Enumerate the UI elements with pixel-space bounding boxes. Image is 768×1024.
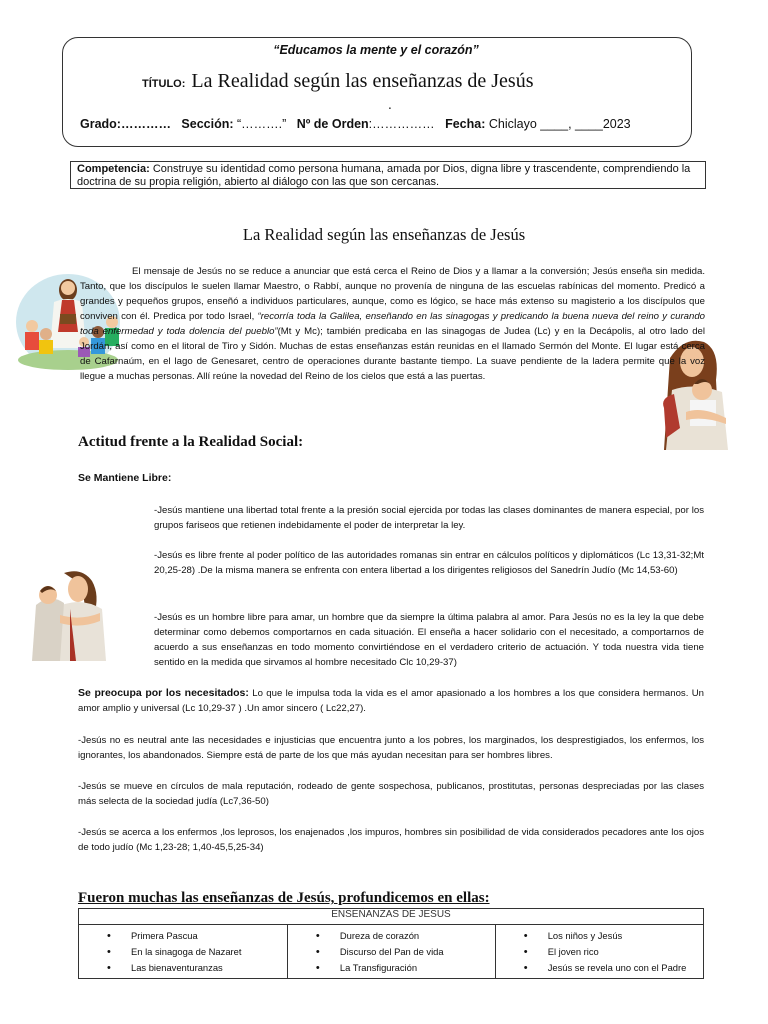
embrace-illustration [30,565,112,661]
document-title: La Realidad según las enseñanzas de Jesús [191,70,534,92]
libre-item-1: -Jesús mantiene una libertad total frente a la presión social ejercida por todas las clases dominantes de manera especial, por los grupos fariseos que retienen indebidamente el poder de interpretar la ley. [154,505,704,531]
title-row [142,70,534,93]
title-dot: . [388,98,392,112]
section-value: “……….” [237,117,287,131]
competencia-label: Competencia: [77,163,150,175]
intro-text-2: (Mt y Mc); también predicaba en las sinagogas de Judea (Lc) y en la Decápolis, al otro lado del Jordán, así como en el litoral de Tiro y Sidón. Muchas de estas enseñanzas están reunidas en el llamado Sermón del Monte. El lugar está cerca de Cafarnaúm, en el lago de Genesaret, centro de operaciones durante bastante tiempo. La suave pendiente de la ladera permite que la voz llegue a muchas personas. Allí reúne la novedad del Reino de los cielos que está a las puertas. [80,326,705,382]
intro-quote: “recorría toda la Galilea, enseñando en las sinagogas y predicando la buena nueva del reino y curando toda enfermedad y toda dolencia del pueblo” [80,311,705,337]
libre-heading: Se Mantiene Libre: [78,472,172,484]
competencia-box [70,161,706,189]
necesitados-item-1: -Jesús no es neutral ante las necesidades e injusticias que encuentra junto a los pobres, los marginados, los desprestigiados, los enfermos, los ignorantes, los abandonados. Siempre está de parte de los que más ayudan necesitan para ser hombres libres. [78,735,704,761]
necesitados-intro: Lo que le impulsa toda la vida es el amor apasionado a los hombres a los que considera hermanos. Un amor amplio y universal (Lc 10,29-37 ) .Un amor sincero ( Lc22,27). [78,688,704,714]
order-label: Nº de Orden [296,117,369,131]
competencia-text: Construye su identidad como persona humana, amada por Dios, digna libre y trascendente, comprendiendo la doctrina de su propia religión, abierto al diálogo con las que son cercanas. [77,163,691,188]
actitud-heading: Actitud frente a la Realidad Social: [78,434,304,450]
intro-text-1: El mensaje de Jesús no se reduce a anunciar que está cerca el Reino de Dios y a llamar a la conversión; Jesús enseña sin medida. Tanto, que los discípulos le suelen llamar Maestro, o Rabbí, aunque no provenía de ninguna de las escuelas rabínicas del momento. Predicó a grandes y pequeños grupos, enseñó a individuos particulares, aunque, como es lógico, se hace más extenso su magisterio a los discípulos que conviven con él. Predica por todo Israel, [80,266,705,322]
motto: “Educamos la mente y el corazón” [273,43,479,57]
ensenanzas-table [78,908,704,979]
section-label: Sección: [181,117,234,131]
list-item: • Los niños y Jesús [496,928,703,944]
table-column [495,925,703,979]
order-value: :…………… [368,117,435,131]
intro-paragraph [80,264,705,384]
date-value: Chiclayo ____, ____2023 [488,117,631,131]
grade-value: ………… [120,117,171,131]
necesitados-heading: Se preocupa por los necesitados: [78,687,249,699]
libre-item-2: -Jesús es libre frente al poder político de las autoridades romanas sin entrar en cálculos políticos y diplomáticos (Lc 13,31-32;Mt 20,25-28) .De la misma manera se enfrenta con entera libertad a los dirigentes religiosos del Sanedrín Judío (Mc 14,53-60) [154,550,704,576]
list-item: • Discurso del Pan de vida [288,944,495,960]
table-column [287,925,495,979]
necesitados-item-2: -Jesús se mueve en círculos de mala reputación, rodeado de gente sospechosa, publicanos, prostitutas, personas despreciadas por las clases más selecta de la sociedad judía (Lc7,36-50) [78,781,704,807]
date-label: Fecha: [445,117,486,131]
ensenanzas-heading: Fueron muchas las enseñanzas de Jesús, profundicemos en ellas: [78,890,490,906]
main-title: La Realidad según las enseñanzas de Jesús [242,225,526,244]
necesitados-item-3: -Jesús se acerca a los enfermos ,los leprosos, los enajenados ,los impuros, hombres sin posibilidad de vida considerados pecadores ante los ojos de todo judío (Mc 1,23-28; 1,40-45,5,25-34) [78,827,704,853]
grade-label: Grado: [80,117,121,131]
list-item: • Dureza de corazón [288,928,495,944]
title-label: TÍTULO: [142,78,186,90]
table-column [79,925,288,979]
list-item: • Las bienaventuranzas [79,960,287,976]
libre-item-3: -Jesús es un hombre libre para amar, un hombre que da siempre la última palabra al amor. Para Jesús no es la ley la que debe determinar como debemos comportarnos en cada situación. El enseña a hacer solidario con el necesitado, a comportarnos de acuerdo a sus enseñanzas en todo momento convirtiéndose en el verdadero criterio de actuación. Y toda nuestra vida tiene sentido en la medida que sirvamos al hombre necesitado Clc 10,29-37) [154,612,704,668]
list-item: • La Transfiguración [288,960,495,976]
necesitados-paragraph [78,686,704,716]
list-item: • En la sinagoga de Nazaret [79,944,287,960]
list-item: • Primera Pascua [79,928,287,944]
list-item: • Jesús se revela uno con el Padre [496,960,703,976]
list-item: • El joven rico [496,944,703,960]
grade-row [80,117,631,131]
table-title: ENSEÑANZAS DE JESUS [79,909,704,925]
